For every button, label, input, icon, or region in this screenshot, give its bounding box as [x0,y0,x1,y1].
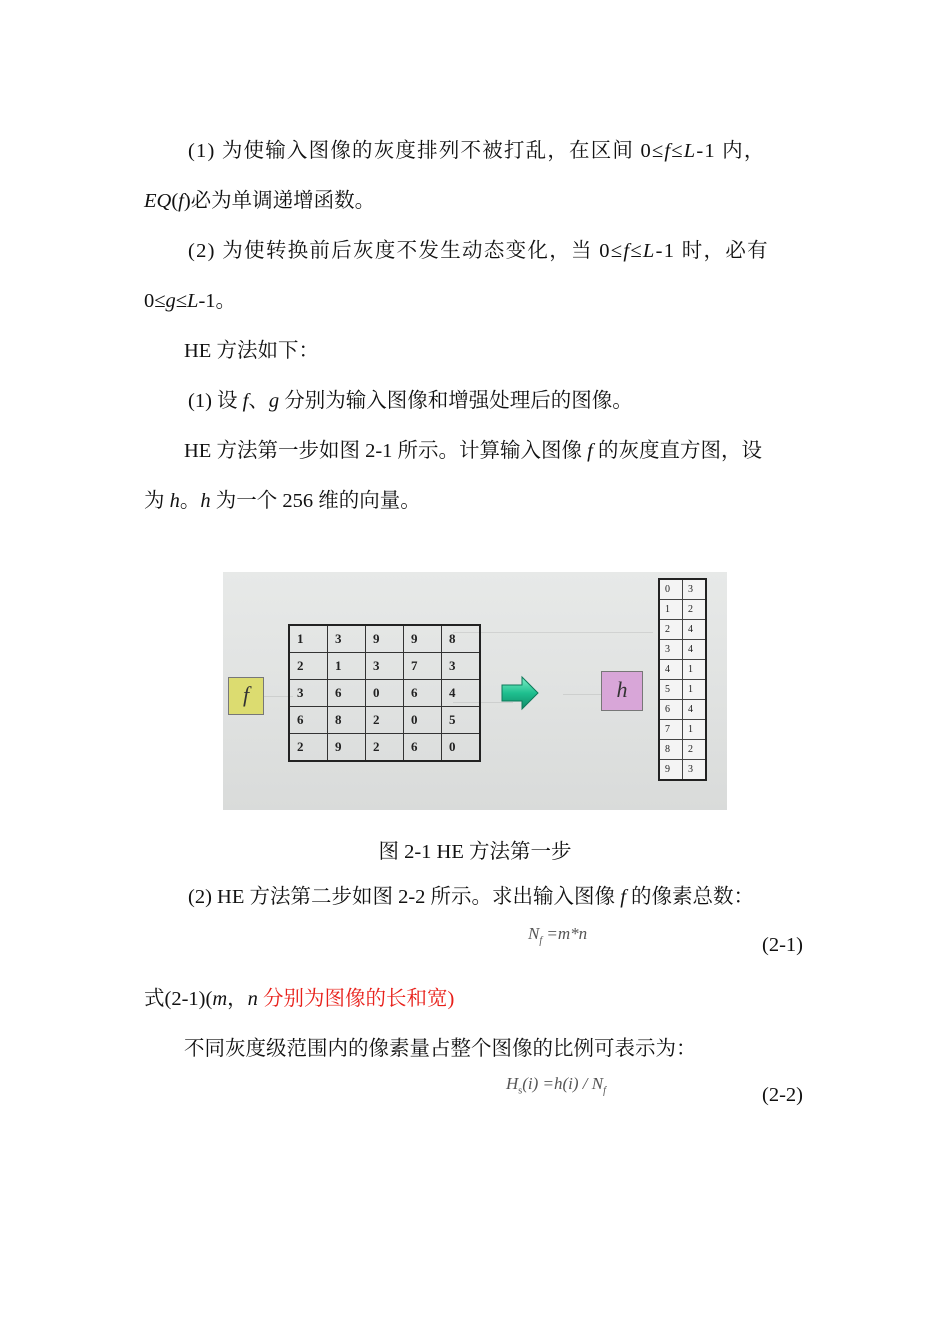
histogram-cell: 1 [683,720,707,740]
histogram-row [659,760,706,781]
matrix-cell: 8 [442,625,481,653]
matrix-cell: 3 [328,625,366,653]
matrix-row [289,625,480,653]
histogram-cell: 9 [659,760,683,781]
histogram-row [659,680,706,700]
equation-number-2-2: (2-2) [762,1084,803,1106]
para-5: HE 方法第一步如图 2-1 所示。计算输入图像 f 的灰度直方图，设 [184,440,762,462]
para-4: (1) 设 f、g 分别为输入图像和增强处理后的图像。 [188,390,633,412]
histogram-cell: 4 [683,700,707,720]
histogram-cell: 1 [683,660,707,680]
histogram-cell: 4 [683,640,707,660]
matrix-cell: 2 [366,707,404,734]
matrix-row [289,653,480,680]
figure-caption: 图 2-1 HE 方法第一步 [378,841,572,863]
histogram-row [659,740,706,760]
histogram-cell: 4 [659,660,683,680]
histogram-row [659,600,706,620]
input-image-matrix [288,624,481,762]
para-2-cont: 0≤g≤L-1。 [144,290,237,312]
histogram-row [659,640,706,660]
histogram-cell: 7 [659,720,683,740]
matrix-cell: 7 [404,653,442,680]
matrix-cell: 6 [404,680,442,707]
histogram-row [659,620,706,640]
matrix-cell: 6 [289,707,328,734]
matrix-row [289,680,480,707]
matrix-cell: 0 [404,707,442,734]
histogram-row [659,720,706,740]
figure-2-1 [223,572,727,810]
equation-2-2: $H_s(i) =h(i) / N_f$ [506,1074,606,1097]
histogram-cell: 2 [683,600,707,620]
para-8: 不同灰度级范围内的像素量占整个图像的比例可表示为： [184,1038,697,1060]
matrix-cell: 6 [404,734,442,762]
histogram-cell: 2 [659,620,683,640]
matrix-cell: 2 [366,734,404,762]
histogram-row [659,700,706,720]
matrix-row [289,707,480,734]
matrix-row [289,734,480,762]
histogram-cell: 3 [659,640,683,660]
matrix-cell: 3 [442,653,481,680]
matrix-cell: 6 [328,680,366,707]
matrix-cell: 2 [289,734,328,762]
matrix-cell: 1 [289,625,328,653]
para-7: 式(2-1)(m，n 分别为图像的长和宽) [144,988,455,1010]
histogram-cell: 8 [659,740,683,760]
para-2: (2) 为使转换前后灰度不发生动态变化，当 0≤f≤L-1 时，必有 [188,240,769,262]
matrix-cell: 9 [404,625,442,653]
matrix-cell: 9 [328,734,366,762]
equation-2-1: $N_f =m*n$ [528,924,588,947]
para-5-cont: 为 h。h 为一个 256 维的向量。 [144,490,421,512]
histogram-cell: 6 [659,700,683,720]
histogram-table [658,578,707,781]
histogram-row [659,579,706,600]
matrix-cell: 9 [366,625,404,653]
histogram-cell: 3 [683,760,707,781]
matrix-cell: 0 [366,680,404,707]
histogram-cell: 5 [659,680,683,700]
matrix-cell: 5 [442,707,481,734]
equation-number-2-1: (2-1) [762,934,803,956]
para-3: HE 方法如下： [184,340,319,362]
histogram-row [659,660,706,680]
matrix-cell: 3 [289,680,328,707]
matrix-cell: 0 [442,734,481,762]
h-label-box: h [601,671,643,711]
histogram-cell: 3 [683,579,707,600]
histogram-cell: 1 [659,600,683,620]
arrow-right-icon [500,675,540,711]
para-1: (1) 为使输入图像的灰度排列不被打乱，在区间 0≤f≤L-1 内， [188,140,766,162]
histogram-cell: 0 [659,579,683,600]
matrix-cell: 8 [328,707,366,734]
histogram-cell: 2 [683,740,707,760]
matrix-cell: 2 [289,653,328,680]
f-label-box: f [228,677,264,715]
histogram-cell: 1 [683,680,707,700]
matrix-cell: 1 [328,653,366,680]
para-1-cont: EQ(f)必为单调递增函数。 [144,190,376,212]
matrix-cell: 3 [366,653,404,680]
histogram-cell: 4 [683,620,707,640]
para-6: (2) HE 方法第二步如图 2-2 所示。求出输入图像 f 的像素总数： [188,886,755,908]
matrix-cell: 4 [442,680,481,707]
